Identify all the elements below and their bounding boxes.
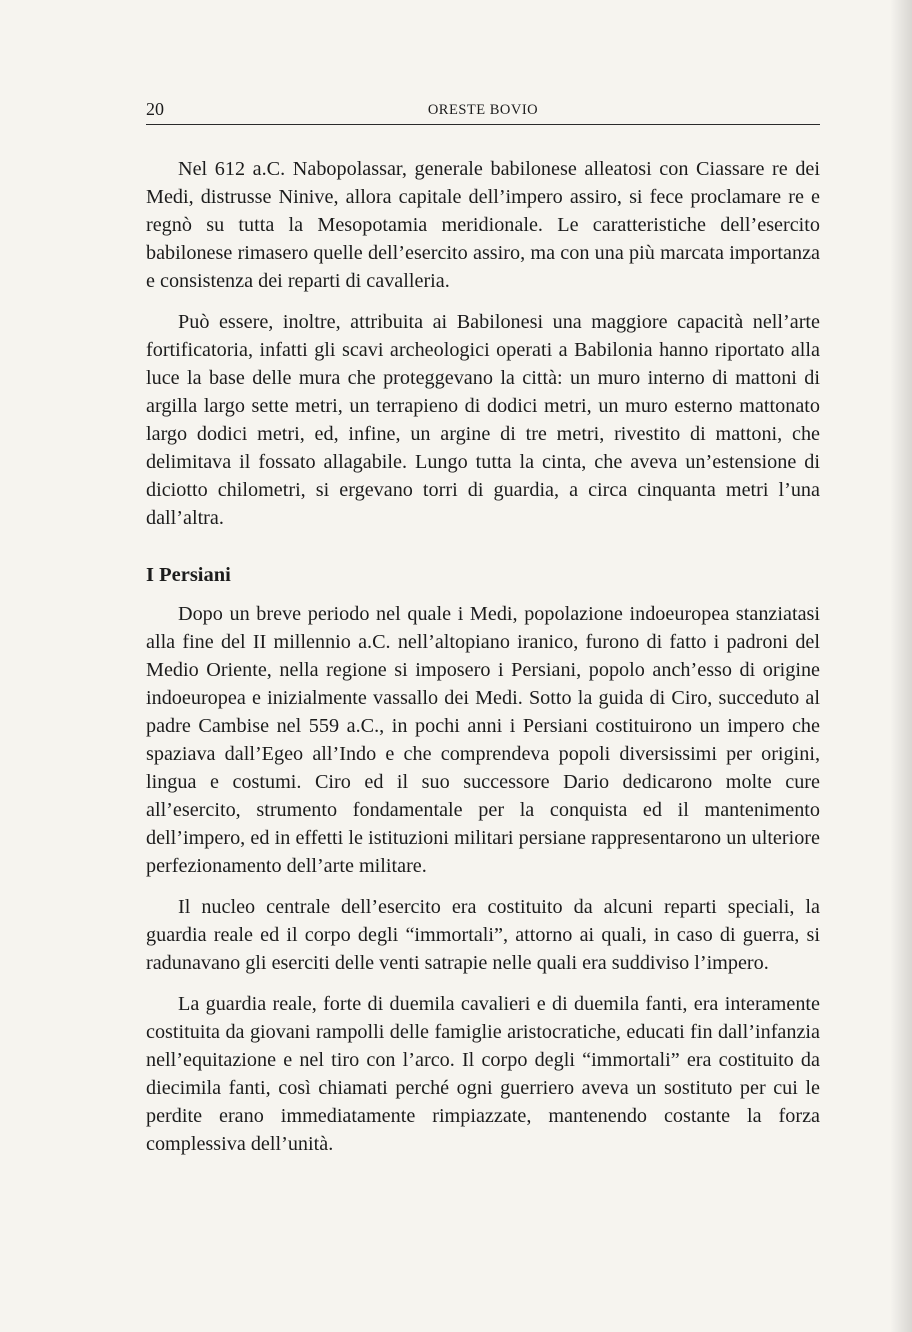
section-heading: I Persiani [146,564,231,586]
page-number: 20 [146,99,164,119]
page-edge-shadow [890,0,912,1332]
body-paragraph: Il nucleo centrale dell’esercito era costituito da alcuni reparti speciali, la guardia reale ed il corpo degli “immortali”, attorno ai quali, in caso di guerra, si radunavano gli eserciti delle venti satrapie nelle quali era suddiviso l’impero. [146,896,820,974]
page-header [146,98,820,125]
body-paragraph: Dopo un breve periodo nel quale i Medi, popolazione indoeuropea stanziatasi alla fine del II millennio a.C. nell’altopiano iranico, furono di fatto i padroni del Medio Oriente, nella regione si imposero i Persiani, popolo anch’esso di origine indoeuropea e inizialmente vassallo dei Medi. Sotto la guida di Ciro, succeduto al padre Cambise nel 559 a.C., in pochi anni i Persiani costituirono un impero che spaziava dall’Egeo all’Indo e che comprendeva popoli diversissimi per origini, lingua e costumi. Ciro ed il suo successore Dario dedicarono molte cure all’esercito, strumento fondamentale per la conquista ed il mantenimento dell’impero, ed in effetti le istituzioni militari persiane rappresentarono un ulteriore perfezionamento dell’arte militare. [146,603,820,877]
body-paragraph: Può essere, inoltre, attribuita ai Babilonesi una maggiore capacità nell’arte fortificatoria, infatti gli scavi archeologici operati a Babilonia hanno riportato alla luce la base delle mura che proteggevano la città: un muro interno di mattoni di argilla largo sette metri, un terrapieno di dodici metri, un muro esterno mattonato largo dodici metri, ed, infine, un argine di tre metri, rivestito di mattoni, che delimitava il fossato allagabile. Lungo tutta la cinta, che aveva un’estensione di diciotto chilometri, si ergevano torri di guardia, a circa cinquanta metri l’una dall’altra. [146,311,820,529]
body-paragraph: La guardia reale, forte di duemila cavalieri e di duemila fanti, era interamente costituita da giovani rampolli delle famiglie aristocratiche, educati fin dall’infanzia nell’equitazione e nel tiro con l’arco. Il corpo degli “immortali” era costituito da diecimila fanti, così chiamati perché ogni guerriero aveva un sostituto per cui le perdite erano immediatamente rimpiazzate, mantenendo costante la forza complessiva dell’unità. [146,993,820,1155]
running-head: ORESTE BOVIO [427,102,539,118]
page-body [146,155,820,1158]
body-paragraph: Nel 612 a.C. Nabopolassar, generale babilonese alleatosi con Ciassare re dei Medi, distrusse Ninive, allora capitale dell’impero assiro, si fece proclamare re e regnò su tutta la Mesopotamia meridionale. Le caratteristiche dell’esercito babilonese rimasero quelle dell’esercito assiro, ma con una più marcata importanza e consistenza dei reparti di cavalleria. [146,158,820,292]
